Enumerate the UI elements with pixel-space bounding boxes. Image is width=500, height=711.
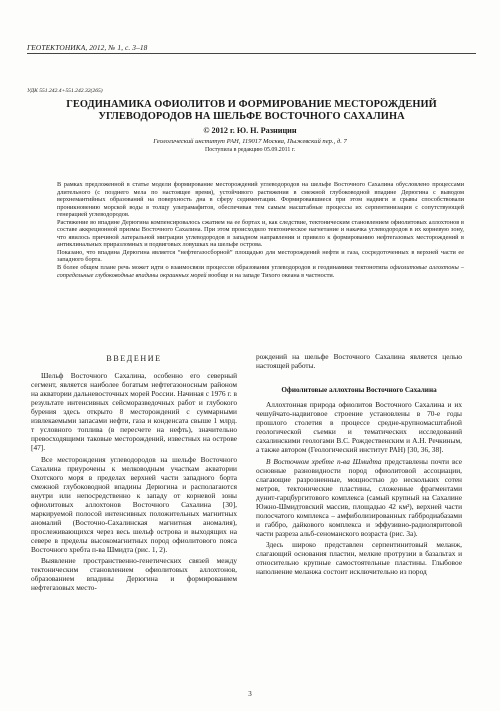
body-paragraph [256,457,462,538]
title-line-2: УГЛЕВОДОРОДОВ НА ШЕЛЬФЕ ВОСТОЧНОГО САХАЛИНА [98,111,405,123]
author-line: © 2012 г. Ю. Н. Разницин [203,126,297,135]
body-paragraph: Выявление пространственно-генетических связей между тектоническим становлением офиолитовых аллохтонов, образованием впадины Дерюгина и формированием нефтегазовых место- [31,556,237,592]
article-title [27,99,476,124]
body-paragraph-continued: рождений на шельфе Восточного Сахалина является целью настоящей работы. [256,352,462,370]
running-head: ГЕОТЕКТОНИКА, 2012, № 1, с. 3–18 [27,43,148,52]
abstract-paragraph: Показано, что впадина Дерюгина является “нефтегазосборной” площадью для месторождений нефти и газа, сосредоточенных в верхней части ее западного борта. [57,248,464,264]
udk-code: УДК 551.242.4+551.242.32(265) [27,88,103,94]
abstract-text: вообще и на западе Тихого океана в частности. [206,271,335,279]
abstract-paragraph: Растяжение во впадине Дерюгина компенсировалось сжатием на ее бортах и, как следствие, тектоническим становлением офиолитовых аллохтонов в составе аккреционной призмы Восточного Сахалина. При этом происходило тектоническое нагнетание и накачка углеводородов в их корневую зону, что явилось причиной латеральной миграции углеводородов в западном направлении и привело к формированию нефтегазовых месторождений в антиклинальных приразломных и подвиговых ловушках на шельфе острова. [57,218,464,249]
received-date: Поступила в редакцию 05.09.2011 г. [204,147,296,153]
right-column [256,352,462,579]
body-paragraph: Все месторождения углеводородов на шельфе Восточного Сахалина приурочены к мелководным участкам акватории Охотского моря в пределах верхней части западного борта смежной глубоководной впадины Дерюгина и располагаются внутри или непосредственно к западу от корневой зоны офиолитовых аллохтонов Восточного Сахалина [30], маркируемой полосой интенсивных положительных магнитных аномалий (Восточно-Сахалинская магнитная аномалия), прослеживающихся через весь шельф острова и выходящих на севере в пределы высокомагнитных пород офиолитового пояса Восточного хребта п-ва Шмидта (рис. 1, 2). [31,454,237,554]
header-rule [27,53,476,54]
abstract-paragraph: В рамках предложенной в статье модели формирование месторождений углеводородов на шельфе Восточного Сахалина обусловлено процессами длительного (с позднего мела по настоящее время), устойчивого растяжения в смежной глубоководной впадине Дерюгина с выводом верхнемантийных образований на поверхность дна в сферу седиментации. Формировавшиеся при этом надвиги и срывы способствовали проникновению морской воды в толщу ультрамафитов, обеспечивая тем самым масштабные процессы их серпентинизации с сопутствующей генерацией углеводородов. [57,181,464,219]
italic-lead: В Восточном хребте п-ва Шмидта [266,456,382,466]
abstract [57,181,464,279]
body-paragraph: Здесь широко представлен серпентинитовый меланж, слагающий основания пластин, мелкие протрузии в базальтах и относительно крупные самостоятельные пластины. Глыбовое наполнение меланжа состоит исключительно из пород [256,540,462,576]
title-line-1: ГЕОДИНАМИКА ОФИОЛИТОВ И ФОРМИРОВАНИЕ МЕСТОРОЖДЕНИЙ [66,99,437,110]
body-text: представлены почти все основные разновидности пород офиолитовой ассоциации, слагающие разрозненные, мощностью до нескольких сотен метров, тектонические пластины, сложенные фрагментами дунит-гарцбургитового комплекса (самый крупный на Сахалине Южно-Шмидтовский массив, площадью 42 км²), верхней части полосчатого комплекса – амфиболизированных габбродиабазами и габбро, дайкового комплекса и эффузивно-радиоляритовой части разреза альб-сеноманского возраста (рис. 3а). [256,456,462,538]
section-heading-intro: ВВЕДЕНИЕ [106,354,162,363]
body-paragraph: Шельф Восточного Сахалина, особенно его северный сегмент, является наиболее богатым нефтегазоносным районом на акватории дальневосточных морей России. Начиная с 1976 г. в результате интенсивных сейсморазведочных работ и глубокого бурения здесь открыто 8 месторождений с суммарными извлекаемыми запасами нефти, газа и конденсата свыше 1 млрд. т условного топлива (в пересчете на нефть), значительно превосходящими таковые месторождений, известных на острове [47]. [31,371,237,452]
body-paragraph: Аллохтонная природа офиолитов Восточного Сахалина и их чешуйчато-надвиговое строение установлены в 70-е годы прошлого столетия в процессе средне-крупномасштабной геологической съемки и тематических исследований сахалинскими геологами B.C. Рождественским и А.Н. Речкиным, а также автором (Геологический институт РАН) [30, 36, 38]. [256,400,462,454]
left-column [31,352,237,595]
affiliation: Геологический институт РАН, 119017 Москва, Пыжевский пер., д. 7 [153,138,347,145]
page-number: 3 [248,690,252,698]
abstract-text: В более общем плане речь может идти о взаимосвязи процессов образования углеводородов и геодинамики тектонотипа [57,264,390,272]
abstract-keyword-phrase: офиолитовые аллохтоны – сопредельные глубоководные впадины окраинных морей [57,264,465,279]
subsection-heading: Офиолитовые аллохтоны Восточного Сахалина [281,386,437,394]
abstract-paragraph [57,264,464,279]
